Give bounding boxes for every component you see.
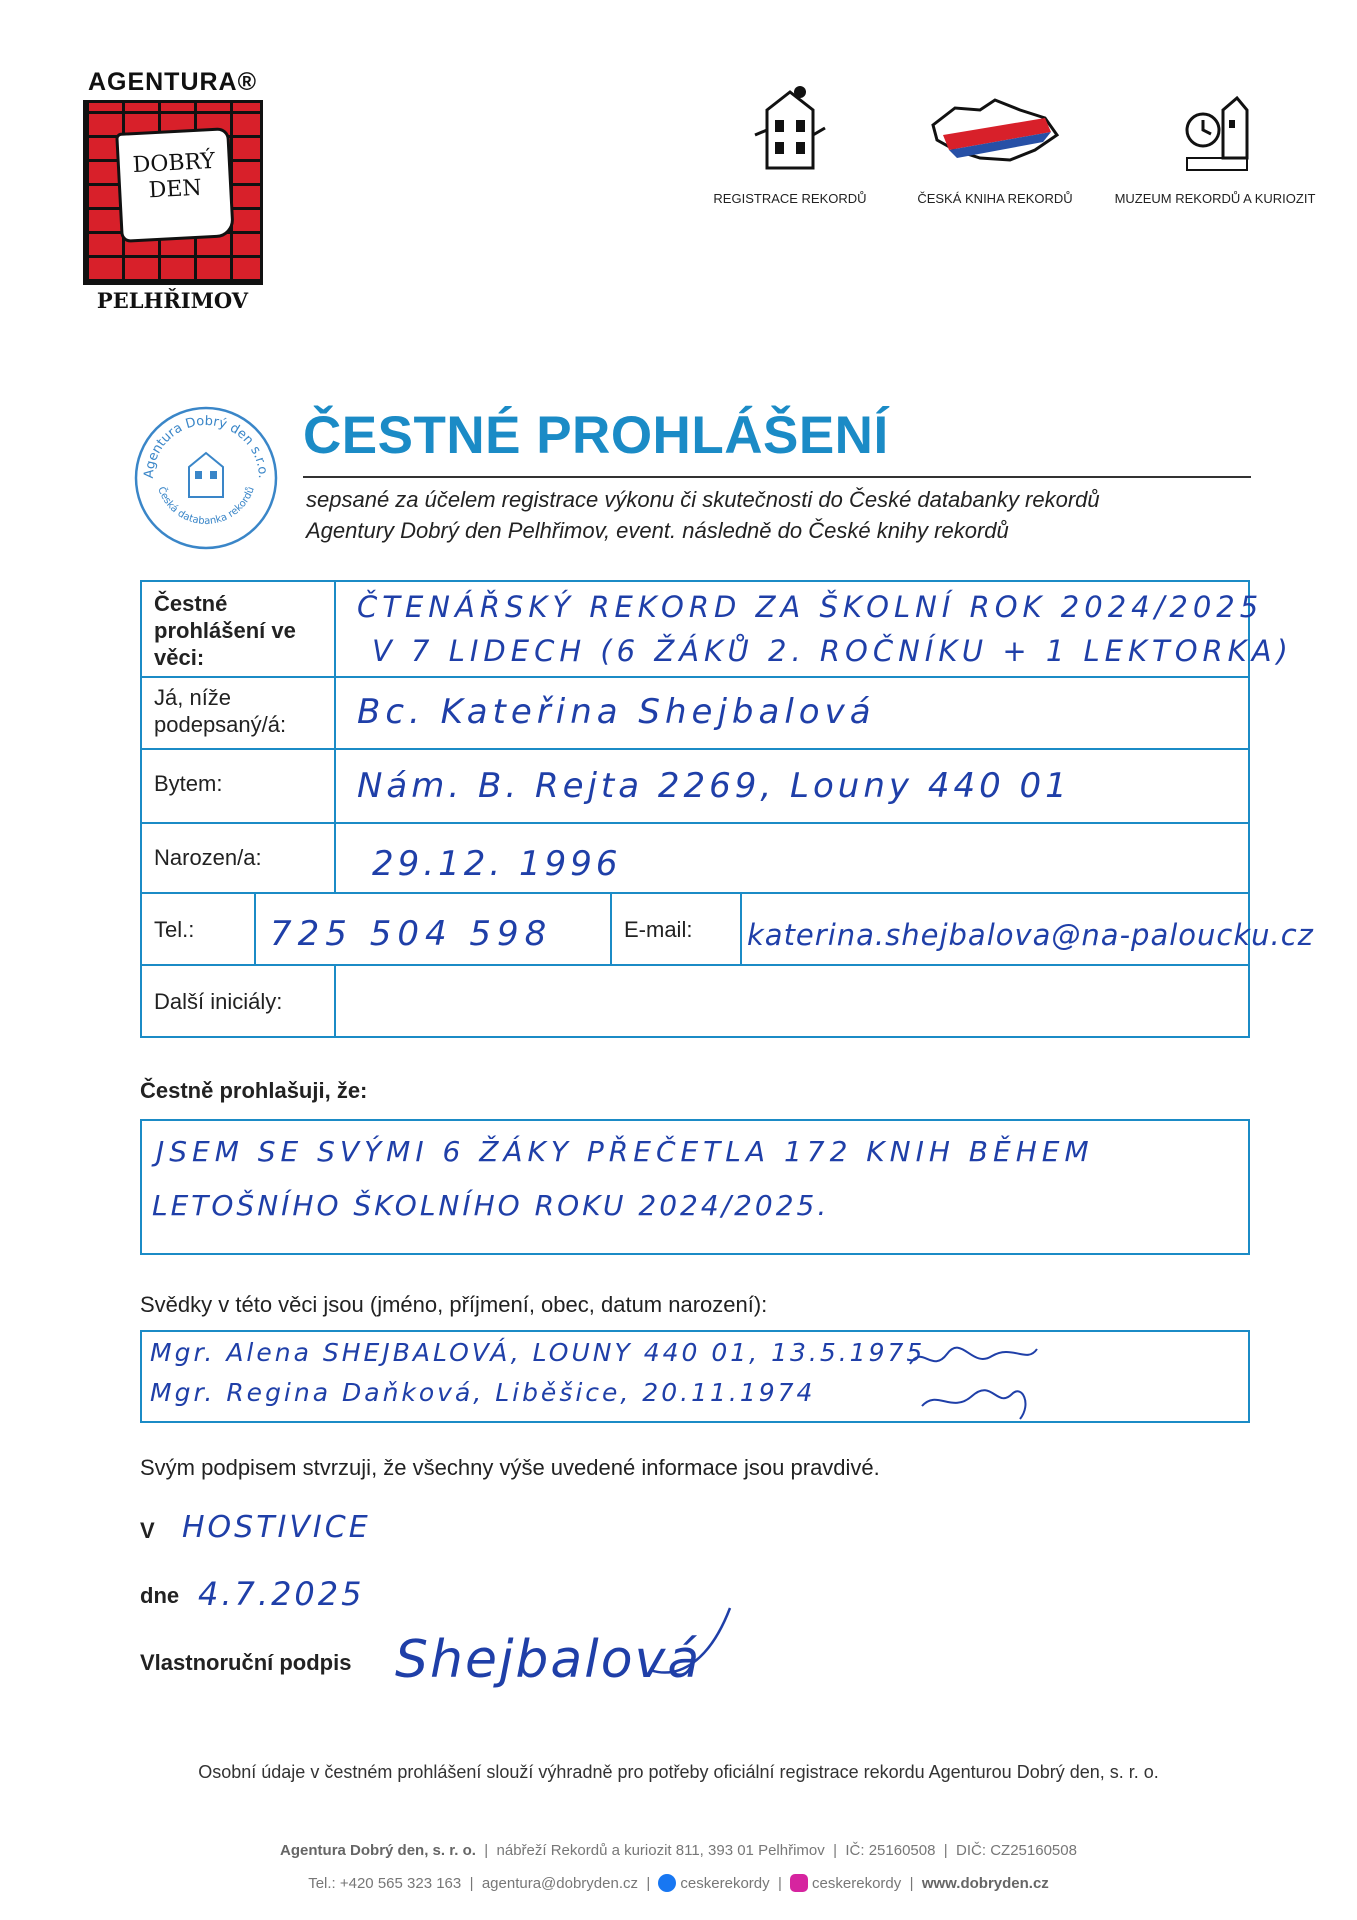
signed-label <box>154 684 286 738</box>
column-divider <box>334 964 336 1036</box>
logo-top-text: AGENTURA® <box>87 68 258 96</box>
footer-separator: | <box>833 1842 838 1859</box>
witness-box <box>140 1330 1250 1423</box>
signed-value: Bc. Kateřina Shejbalová <box>357 692 876 732</box>
footer-ic: IČ: 25160508 <box>845 1842 936 1859</box>
subtitle <box>306 484 1100 546</box>
date-label: dne <box>140 1583 180 1608</box>
matter-value-line-2: V 7 LIDECH (6 ŽÁKŮ 2. ROČNÍKU + 1 LEKTORKA) <box>372 634 1293 668</box>
initials-label: Další iniciály: <box>154 989 283 1014</box>
born-label: Narozen/a: <box>154 845 262 870</box>
witness-signatures <box>902 1334 1052 1424</box>
declare-line-1: JSEM SE SVÝMI 6 ŽÁKY PŘEČETLA 172 KNIH BĚHEM <box>156 1135 1094 1168</box>
column-divider <box>254 892 256 964</box>
signature: Shejbalová <box>395 1630 702 1690</box>
logo-sign-text <box>119 148 230 206</box>
footer-facebook[interactable]: ceskerekordy <box>680 1875 770 1892</box>
footer-separator: | <box>469 1875 474 1892</box>
footer-company: Agentura Dobrý den, s. r. o. <box>280 1842 476 1859</box>
witness-1: Mgr. Alena SHEJBALOVÁ, LOUNY 440 01, 13.5.1975 <box>150 1338 926 1367</box>
matter-label-line-2: prohlášení ve <box>154 618 296 643</box>
page-title: ČESTNÉ PROHLÁŠENÍ <box>303 406 889 465</box>
svg-text:Česká databanka rekordů <box>155 485 257 527</box>
column-divider <box>740 892 742 964</box>
footer-separator: | <box>909 1875 914 1892</box>
house-character-icon <box>745 80 835 180</box>
place-value: HOSTIVICE <box>182 1510 371 1545</box>
brand-registrace <box>710 80 870 206</box>
matter-label-line-3: věci: <box>154 645 205 670</box>
logo-sign-line-1: DOBRÝ <box>132 148 216 179</box>
footer-separator: | <box>943 1842 948 1859</box>
tel-value: 725 504 598 <box>270 914 553 954</box>
privacy-note: Osobní údaje v čestném prohlášení slouží výhradně pro potřeby oficiální registrace rekordu Agenturou Dobrý den, s. r. o. <box>198 1762 1159 1782</box>
footer-line-2 <box>0 1874 1357 1892</box>
witness-heading: Svědky v této věci jsou (jméno, příjmení, obec, datum narození): <box>140 1292 768 1317</box>
brand-ceska-kniha <box>905 80 1085 206</box>
brand-muzeum <box>1110 80 1320 206</box>
footer-instagram[interactable]: ceskerekordy <box>812 1875 902 1892</box>
footer-separator: | <box>484 1842 489 1859</box>
born-value: 29.12. 1996 <box>372 844 622 884</box>
signed-label-line-1: Já, níže <box>154 685 232 710</box>
row-divider <box>142 748 1248 750</box>
row-divider <box>142 964 1248 966</box>
row-divider <box>142 676 1248 678</box>
logo-sign-line-2: DEN <box>148 175 203 204</box>
instagram-icon <box>790 1874 808 1892</box>
facebook-icon <box>658 1874 676 1892</box>
declaration-form <box>140 580 1314 1038</box>
column-divider <box>610 892 612 964</box>
logo-bottom-text: PELHŘIMOV <box>96 288 249 313</box>
matter-label <box>154 590 296 671</box>
witness-2: Mgr. Regina Daňková, Liběšice, 20.11.1974 <box>150 1378 816 1407</box>
footer-address: nábřeží Rekordů a kuriozit 811, 393 01 Pelhřimov <box>496 1842 825 1859</box>
logo-sign <box>115 127 235 243</box>
czech-map-icon <box>925 80 1065 180</box>
email-label: E-mail: <box>624 917 693 942</box>
declaration-box <box>140 1119 1250 1255</box>
declare-heading: Čestně prohlašuji, že: <box>140 1078 368 1103</box>
address-value: Nám. B. Rejta 2269, Louny 440 01 <box>357 766 1071 806</box>
date-value: 4.7.2025 <box>198 1575 365 1613</box>
column-divider <box>334 582 336 892</box>
brand-label-ceska-kniha: ČESKÁ KNIHA REKORDŮ <box>917 191 1073 206</box>
matter-value-line-1: ČTENÁŘSKÝ REKORD ZA ŠKOLNÍ ROK 2024/2025 <box>357 590 1264 624</box>
row-divider <box>142 892 1248 894</box>
brand-label-muzeum: MUZEUM REKORDŮ A KURIOZIT <box>1114 191 1316 206</box>
confirm-text: Svým podpisem stvrzuji, že všechny výše uvedené informace jsou pravdivé. <box>140 1455 880 1480</box>
place-label: V <box>140 1518 155 1543</box>
footer-email[interactable]: agentura@dobryden.cz <box>481 1875 638 1892</box>
footer-tel: Tel.: +420 565 323 163 <box>308 1875 462 1892</box>
brand-label-registrace: REGISTRACE REKORDŮ <box>713 191 867 206</box>
subtitle-line-1: sepsané za účelem registrace výkonu či skutečnosti do České databanky rekordů <box>306 487 1100 512</box>
footer-web[interactable]: www.dobryden.cz <box>921 1875 1049 1892</box>
email-value: katerina.shejbalova@na-paloucku.cz <box>747 918 1314 952</box>
footer-dic: DIČ: CZ25160508 <box>956 1842 1077 1859</box>
subtitle-line-2: Agentury Dobrý den Pelhřimov, event. následně do České knihy rekordů <box>306 518 1009 543</box>
row-divider <box>142 822 1248 824</box>
declare-line-2: LETOŠNÍHO ŠKOLNÍHO ROKU 2024/2025. <box>152 1189 830 1222</box>
signature-flourish <box>640 1600 740 1690</box>
tel-label: Tel.: <box>154 917 195 942</box>
footer-separator: | <box>646 1875 651 1892</box>
title-divider <box>303 476 1251 478</box>
stamp-bottom-text: Česká databanka rekordů <box>155 485 257 528</box>
footer-separator: | <box>777 1875 782 1892</box>
stamp-top-text: Agentura Dobrý den s.r.o. <box>141 413 271 479</box>
agentura-logo <box>80 68 265 323</box>
address-label: Bytem: <box>154 771 223 796</box>
sign-label: Vlastnoruční podpis <box>140 1650 352 1675</box>
signed-label-line-2: podepsaný/á: <box>154 712 287 737</box>
museum-icon <box>1165 80 1265 180</box>
footer-line-1 <box>0 1842 1357 1859</box>
agency-stamp <box>133 405 279 551</box>
matter-label-line-1: Čestné <box>154 591 228 616</box>
